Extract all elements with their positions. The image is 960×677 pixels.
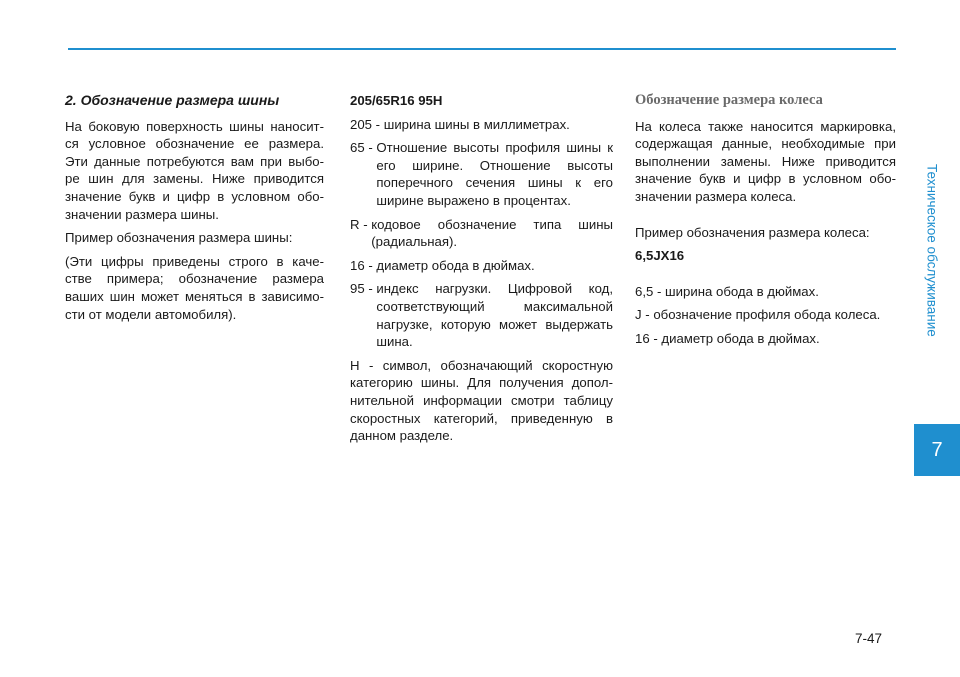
tire-size-example: 205/65R16 95H xyxy=(350,93,443,108)
definition-item xyxy=(350,257,613,275)
wheel-line: J - обозначение профиля обода колеса. xyxy=(635,307,881,323)
definition-item xyxy=(350,116,613,134)
definition-key: R - xyxy=(350,216,372,232)
section-heading-tire-size: 2. Обозначение размера шины xyxy=(65,92,280,108)
definition-key: 16 - xyxy=(350,257,377,273)
paragraph: Пример обозначения размера шины: xyxy=(65,230,293,246)
watermark-logo xyxy=(620,650,940,674)
speed-category-paragraph: H - символ, обозначающий скоростную категорию шины. Для получения допол-нительной информации смотри таблицу скоростных категорий, приведенную в данном разделе. xyxy=(350,357,613,444)
paragraph: (Эти цифры приведены строго в каче-стве примера; обозначение размера ваших шин может меняться в зависимо-сти от модели автомобиля). xyxy=(65,253,324,322)
definition-text: Отношение высоты профиля шины к его ширине. Отношение высоты поперечного сечения шины к его ширине выражено в процентах. xyxy=(376,140,613,208)
definition-text: ширина шины в миллиметрах. xyxy=(383,116,570,132)
wheel-example-label: Пример обозначения размера колеса: xyxy=(635,224,870,240)
definition-text: диаметр обода в дюймах. xyxy=(376,257,535,273)
paragraph: На колеса также наносится маркировка, содержащая данные, необходимые при выполнении замены. Ниже приводится значение букв и цифр в условном обо-значении размера колеса. xyxy=(635,118,896,204)
wheel-line: 6,5 - ширина обода в дюймах. xyxy=(635,283,819,299)
definition-key: 95 - xyxy=(350,281,377,297)
wheel-size-example: 6,5JX16 xyxy=(635,248,685,264)
spacer xyxy=(635,271,896,283)
definition-key: 65 - xyxy=(350,140,377,156)
column-2 xyxy=(350,92,613,451)
definition-text: индекс нагрузки. Цифровой код, соответствующий максимальной нагрузке, которую может выдержать шина. xyxy=(376,281,613,350)
definition-key: 205 - xyxy=(350,116,384,132)
section-heading-wheel-size: Обозначение размера колеса xyxy=(635,92,823,108)
side-section-title: Техническое обслуживание xyxy=(924,163,940,337)
chapter-tab: 7 xyxy=(914,424,960,476)
page-number: 7-47 xyxy=(855,631,883,646)
column-3 xyxy=(635,92,896,354)
definition-text: кодовое обозначение типа шины (радиальная). xyxy=(371,216,613,250)
definition-item xyxy=(350,216,613,251)
wheel-line: 16 - диаметр обода в дюймах. xyxy=(635,330,820,346)
paragraph: На боковую поверхность шины наносит-ся условное обозначение ее размера. Эти данные потребуются вам при выбо-ре шин для замены. Ниже приводится значение букв и цифр в условном обо-значении размера шины. xyxy=(65,118,324,222)
column-1 xyxy=(65,92,324,329)
spacer xyxy=(635,212,896,224)
definition-item xyxy=(350,139,613,209)
definition-item xyxy=(350,280,613,350)
top-rule xyxy=(68,48,896,50)
